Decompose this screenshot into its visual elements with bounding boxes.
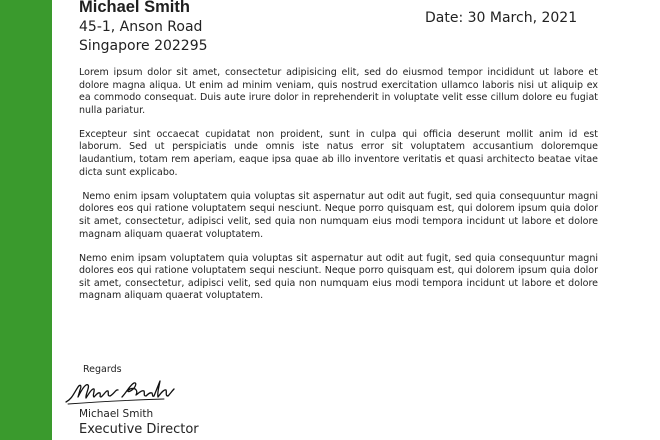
accent-side-bar [0,0,52,440]
body-paragraph-3: Nemo enim ipsam voluptatem quia voluptas sit aspernatur aut odit aut fugit, sed quia consequuntur magni dolores eos qui ratione voluptatem sequi nesciunt. Neque porro quisquam est, qui dolorem ipsum quia dolor sit amet, consectetur, adipisci velit, sed quia non numquam eius modi tempora incidunt ut labore et dolore magnam aliquam quaerat voluptatem. [79,190,602,240]
body-paragraph-2: Excepteur sint occaecat cupidatat non proident, sunt in culpa qui officia deserunt mollit anim id est laborum. Sed ut perspiciatis unde omnis iste natus error sit voluptatem accusantium doloremque laudantium, totam rem aperiam, eaque ipsa quae ab illo inventore veritatis et quasi architecto beatae vitae dicta sunt explicabo. [79,128,598,178]
signatory-title: Executive Director [79,422,199,437]
closing-regards: Regards [83,364,122,375]
sender-block [79,0,208,56]
signatory-name: Michael Smith [79,408,154,420]
address-line-1: 45-1, Anson Road [79,19,203,35]
letter-body [79,67,602,315]
handwritten-signature [64,375,176,407]
letter-date: Date: 30 March, 2021 [425,10,578,26]
body-paragraph-4: Nemo enim ipsam voluptatem quia voluptas sit aspernatur aut odit aut fugit, sed quia consequuntur magni dolores eos qui ratione voluptatem sequi nesciunt. Neque porro quisquam est, qui dolorem ipsum quia dolor sit amet, consectetur, adipisci velit, sed quia non numquam eius modi tempora incidunt ut labore et dolore magnam aliquam quaerat voluptatem. [79,252,598,302]
sender-name: Michael Smith [79,0,190,16]
body-paragraph-1: Lorem ipsum dolor sit amet, consectetur adipisicing elit, sed do eiusmod tempor incididunt ut labore et dolore magna aliqua. Ut enim ad minim veniam, quis nostrud exercitation ullamco laboris nisi ut aliquip ex ea commodo consequat. Duis aute irure dolor in reprehenderit in voluptate velit esse cillum dolore eu fugiat nulla pariatur. [79,67,598,116]
address-line-2: Singapore 202295 [79,38,208,54]
